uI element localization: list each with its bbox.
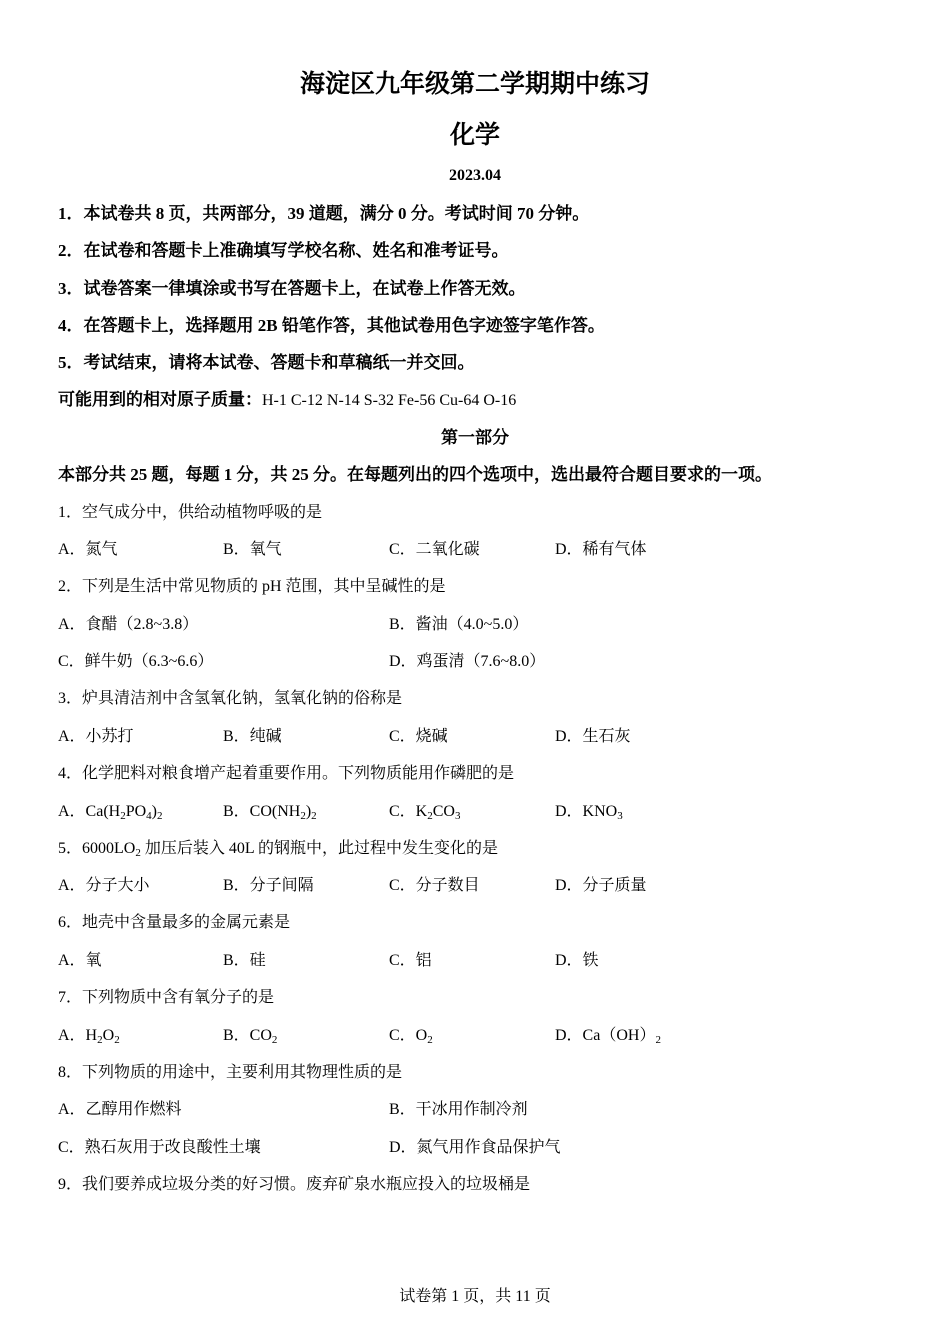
note-4: 4．在答题卡上，选择题用 2B 铅笔作答，其他试卷用色字迹签字笔作答。	[58, 316, 605, 335]
question-1-option-a: A．氮气	[58, 541, 118, 558]
question-7-option-a: A．$H_2O_2$	[58, 1027, 120, 1046]
question-1-option-c: C．二氧化碳	[389, 541, 480, 558]
question-4-option-b: B．$CO(NH_2)_2$	[223, 803, 317, 822]
question-3-option-a: A．小苏打	[58, 728, 134, 745]
question-2-option-d: D．鸡蛋清（7.6~8.0）	[389, 653, 546, 670]
note-1: 1．本试卷共 8 页，共两部分，39 道题，满分 0 分。考试时间 70 分钟。	[58, 204, 590, 223]
question-9-stem: 9．我们要养成垃圾分类的好习惯。废弃矿泉水瓶应投入的垃圾桶是	[58, 1176, 531, 1193]
question-5-option-b: B．分子间隔	[223, 877, 314, 894]
atomic-mass-line	[58, 389, 516, 412]
question-2-option-b: B．酱油（4.0~5.0）	[389, 616, 529, 633]
atomic-mass-label: 可能用到的相对原子质量：	[58, 390, 262, 409]
question-1-option-b: B．氧气	[223, 541, 282, 558]
question-2-option-c: C．鲜牛奶（6.3~6.6）	[58, 653, 214, 670]
note-3: 3．试卷答案一律填涂或书写在答题卡上，在试卷上作答无效。	[58, 279, 526, 298]
note-2: 2．在试卷和答题卡上准确填写学校名称、姓名和准考证号。	[58, 241, 509, 260]
subject-title: 化学	[449, 122, 500, 149]
question-6-option-c: C．铝	[389, 952, 432, 969]
question-8-option-c: C．熟石灰用于改良酸性土壤	[58, 1139, 261, 1156]
question-4-option-c: C．$K_2CO_3$	[389, 803, 461, 822]
exam-title: 海淀区九年级第二学期期中练习	[299, 71, 650, 98]
page-footer: 试卷第 1 页，共 11 页	[399, 1288, 551, 1305]
question-7-option-b: B．$CO_2$	[223, 1027, 278, 1046]
section-title: 第一部分	[441, 428, 509, 447]
question-7-option-c: C．$O_2$	[389, 1027, 433, 1046]
question-2-stem: 2．下列是生活中常见物质的 pH 范围，其中呈碱性的是	[58, 578, 446, 595]
question-6-option-b: B．硅	[223, 952, 266, 969]
question-6-stem: 6．地壳中含量最多的金属元素是	[58, 914, 291, 931]
question-3-option-c: C．烧碱	[389, 728, 448, 745]
question-4-option-d: D．$KNO_3$	[555, 803, 623, 822]
question-8-stem: 8．下列物质的用途中，主要利用其物理性质的是	[58, 1064, 403, 1081]
question-1-option-d: D．稀有气体	[555, 541, 647, 558]
question-5-stem: 5．$6000LO_2$ 加压后装入 40L 的钢瓶中，此过程中发生变化的是	[58, 840, 499, 859]
question-1-stem: 1．空气成分中，供给动植物呼吸的是	[58, 504, 323, 521]
question-3-option-b: B．纯碱	[223, 728, 282, 745]
question-5-option-d: D．分子质量	[555, 877, 647, 894]
question-8-option-d: D．氮气用作食品保护气	[389, 1139, 561, 1156]
question-4-stem: 4．化学肥料对粮食增产起着重要作用。下列物质能用作磷肥的是	[58, 765, 515, 782]
question-7-stem: 7．下列物质中含有氧分子的是	[58, 989, 275, 1006]
question-4-option-a: A．$Ca(H_2PO_4)_2$	[58, 803, 163, 822]
question-2-option-a: A．食醋（2.8~3.8）	[58, 616, 199, 633]
question-5-option-c: C．分子数目	[389, 877, 480, 894]
question-3-option-d: D．生石灰	[555, 728, 631, 745]
question-6-option-d: D．铁	[555, 952, 599, 969]
question-6-option-a: A．氧	[58, 952, 102, 969]
question-3-stem: 3．炉具清洁剂中含氢氧化钠，氢氧化钠的俗称是	[58, 690, 403, 707]
question-7-option-d: D．$Ca(OH)_2$	[555, 1027, 661, 1046]
question-5-option-a: A．分子大小	[58, 877, 150, 894]
question-8-option-b: B．干冰用作制冷剂	[389, 1101, 528, 1118]
question-8-option-a: A．乙醇用作燃料	[58, 1101, 182, 1118]
note-5: 5．考试结束，请将本试卷、答题卡和草稿纸一并交回。	[58, 353, 475, 372]
exam-date: 2023.04	[449, 167, 501, 184]
atomic-mass-values: H-1 C-12 N-14 S-32 Fe-56 Cu-64 O-16	[262, 392, 517, 409]
section-intro: 本部分共 25 题，每题 1 分，共 25 分。在每题列出的四个选项中，选出最符合题目要求的一项。	[58, 465, 772, 484]
